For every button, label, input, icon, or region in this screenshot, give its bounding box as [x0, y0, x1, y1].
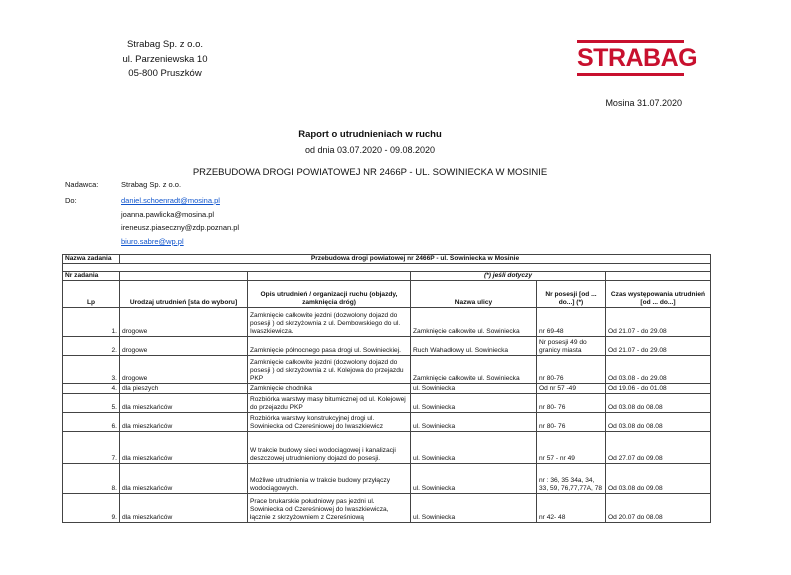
- task-name-value: Przebudowa drogi powiatowej nr 2466P - ul. Sowiniecka w Mosinie: [120, 255, 711, 264]
- sender-label: Nadawca:: [65, 180, 99, 189]
- table-row: [63, 494, 711, 523]
- optional-note: (*) jeśli dotyczy: [411, 272, 606, 281]
- recipient-email: joanna.pawlicka@mosina.pl: [121, 210, 215, 219]
- row-time: Od 21.07 - do 29.08: [606, 337, 711, 356]
- logo-text: STRABAG: [577, 44, 698, 72]
- row-lp: 1.: [63, 308, 120, 337]
- row-lp: 8.: [63, 464, 120, 494]
- row-lp: 2.: [63, 337, 120, 356]
- row-description: Zamknięcie północnego pasa drogi ul. Sowinieckiej.: [248, 337, 411, 356]
- row-time: Od 27.07 do 09.08: [606, 432, 711, 464]
- row-lp: 6.: [63, 413, 120, 432]
- row-description: Zamknięcie chodnika: [248, 384, 411, 394]
- spacer-cell: [63, 264, 711, 272]
- row-type: dla mieszkańców: [120, 394, 248, 413]
- header-description: Opis utrudnień / organizacji ruchu (objazdy, zamknięcia dróg): [248, 281, 411, 308]
- row-number: nr 69-48: [537, 308, 606, 337]
- recipient-email: ireneusz.piaseczny@zdp.poznan.pl: [121, 223, 240, 232]
- row-street: ul. Sowiniecka: [411, 413, 537, 432]
- recipient-email-link[interactable]: daniel.schoenradt@mosina.pl: [121, 196, 220, 205]
- row-description: Zamknięcie całkowite jezdni (dozwolony dojazd do posesji ) od skrzyżownia z ul. Dembowskiego do ul. Iwaszkiewicza.: [248, 308, 411, 337]
- row-number: nr 80- 76: [537, 413, 606, 432]
- row-time: Od 19.06 - do 01.08: [606, 384, 711, 394]
- table-row: [63, 337, 711, 356]
- row-number: Nr posesji 49 do granicy miasta: [537, 337, 606, 356]
- task-number-row: [63, 272, 711, 281]
- row-type: dla mieszkańców: [120, 464, 248, 494]
- row-street: ul. Sowiniecka: [411, 432, 537, 464]
- row-description: Rozbiórka warstwy masy bitumicznej od ul. Kolejowej do przejazdu PKP: [248, 394, 411, 413]
- row-time: Od 21.07 - do 29.08: [606, 308, 711, 337]
- header-type: Urodzaj utrudnień [sta do wyboru]: [120, 281, 248, 308]
- header-number: Nr posesji [od ... do...] (*): [537, 281, 606, 308]
- header-lp: Lp: [63, 281, 120, 308]
- row-lp: 9.: [63, 494, 120, 523]
- row-number: nr 57 - nr 49: [537, 432, 606, 464]
- header-time: Czas występowania utrudnień [od ... do...]: [606, 281, 711, 308]
- recipient-email-link[interactable]: biuro.sabre@wp.pl: [121, 237, 184, 246]
- row-number: Od nr 57 -49: [537, 384, 606, 394]
- row-lp: 3.: [63, 356, 120, 384]
- row-time: Od 03.08 do 08.08: [606, 413, 711, 432]
- task-name-label: Nazwa zadania: [63, 255, 120, 264]
- task-name-row: [63, 255, 711, 264]
- row-lp: 4.: [63, 384, 120, 394]
- table-row: [63, 356, 711, 384]
- disruptions-table: [62, 254, 711, 523]
- row-lp: 5.: [63, 394, 120, 413]
- table-row: [63, 308, 711, 337]
- row-description: Prace brukarskie południowy pas jezdni ul. Sowiniecka od Czereśniowej do Iwaszkiewicza, łącznie z skrzyżowniem z Czereśniową: [248, 494, 411, 523]
- row-street: ul. Sowiniecka: [411, 384, 537, 394]
- row-type: drogowe: [120, 337, 248, 356]
- row-type: drogowe: [120, 308, 248, 337]
- table-row: [63, 384, 711, 394]
- row-street: ul. Sowiniecka: [411, 464, 537, 494]
- logo-bottom-bar: [577, 73, 684, 76]
- place-date: Mosina 31.07.2020: [605, 98, 682, 108]
- report-title: Raport o utrudnieniach w ruchu: [298, 129, 442, 140]
- table-row: [63, 432, 711, 464]
- row-street: Ruch Wahadłowy ul. Sowiniecka: [411, 337, 537, 356]
- row-time: Od 20.07 do 08.08: [606, 494, 711, 523]
- row-number: nr 42- 48: [537, 494, 606, 523]
- row-description: Zamknięcie całkowite jezdni (dozwolony dojazd do posesji ) od skrzyżownia z ul. Kolejowa do przejazdu PKP: [248, 356, 411, 384]
- row-number: nr 80-76: [537, 356, 606, 384]
- sender-address: [100, 38, 230, 82]
- column-header-row: [63, 281, 711, 308]
- project-title: PRZEBUDOWA DROGI POWIATOWEJ NR 2466P - UL. SOWINIECKA W MOSINIE: [192, 167, 548, 178]
- header-street: Nazwa ulicy: [411, 281, 537, 308]
- sender-company: Strabag Sp. z o.o.: [126, 39, 204, 50]
- empty-cell: [248, 272, 411, 281]
- strabag-logo: [577, 40, 698, 78]
- table-row: [63, 464, 711, 494]
- to-label: Do:: [65, 196, 77, 205]
- spacer-row: [63, 264, 711, 272]
- row-time: Od 03.08 do 08.08: [606, 394, 711, 413]
- row-type: drogowe: [120, 356, 248, 384]
- row-street: Zamknięcie całkowite ul. Sowiniecka: [411, 356, 537, 384]
- row-description: Możliwe utrudnienia w trakcie budowy przyłączy wodociągowych.: [248, 464, 411, 494]
- empty-cell: [120, 272, 248, 281]
- row-description: W trakcie budowy sieci wodociągowej i kanalizacji deszczowej utrudnieniony dojazd do posesji.: [248, 432, 411, 464]
- row-type: dla mieszkańców: [120, 432, 248, 464]
- table-row: [63, 413, 711, 432]
- row-time: Od 03.08 do 09.08: [606, 464, 711, 494]
- row-lp: 7.: [63, 432, 120, 464]
- sender-value: Strabag Sp. z o.o.: [121, 180, 182, 189]
- row-description: Rozbiórka warstwy konstrukcyjnej drogi ul. Sowiniecka od Czereśniowej do Iwaszkiewicz: [248, 413, 411, 432]
- row-type: dla mieszkańców: [120, 413, 248, 432]
- row-number: nr : 36, 35 34a, 34, 33, 59, 76,77,77A, 78: [537, 464, 606, 494]
- row-number: nr 80- 76: [537, 394, 606, 413]
- row-street: Zamknięcie całkowite ul. Sowiniecka: [411, 308, 537, 337]
- row-type: dla mieszkańców: [120, 494, 248, 523]
- task-number-label: Nr zadania: [63, 272, 120, 281]
- row-type: dla pieszych: [120, 384, 248, 394]
- report-period: od dnia 03.07.2020 - 09.08.2020: [304, 145, 436, 155]
- sender-city: 05-800 Pruszków: [128, 68, 202, 79]
- row-time: Od 03.08 - do 29.08: [606, 356, 711, 384]
- empty-cell: [606, 272, 711, 281]
- sender-street: ul. Parzeniewska 10: [122, 53, 208, 65]
- table-row: [63, 394, 711, 413]
- row-street: ul. Sowiniecka: [411, 494, 537, 523]
- row-street: ul. Sowiniecka: [411, 394, 537, 413]
